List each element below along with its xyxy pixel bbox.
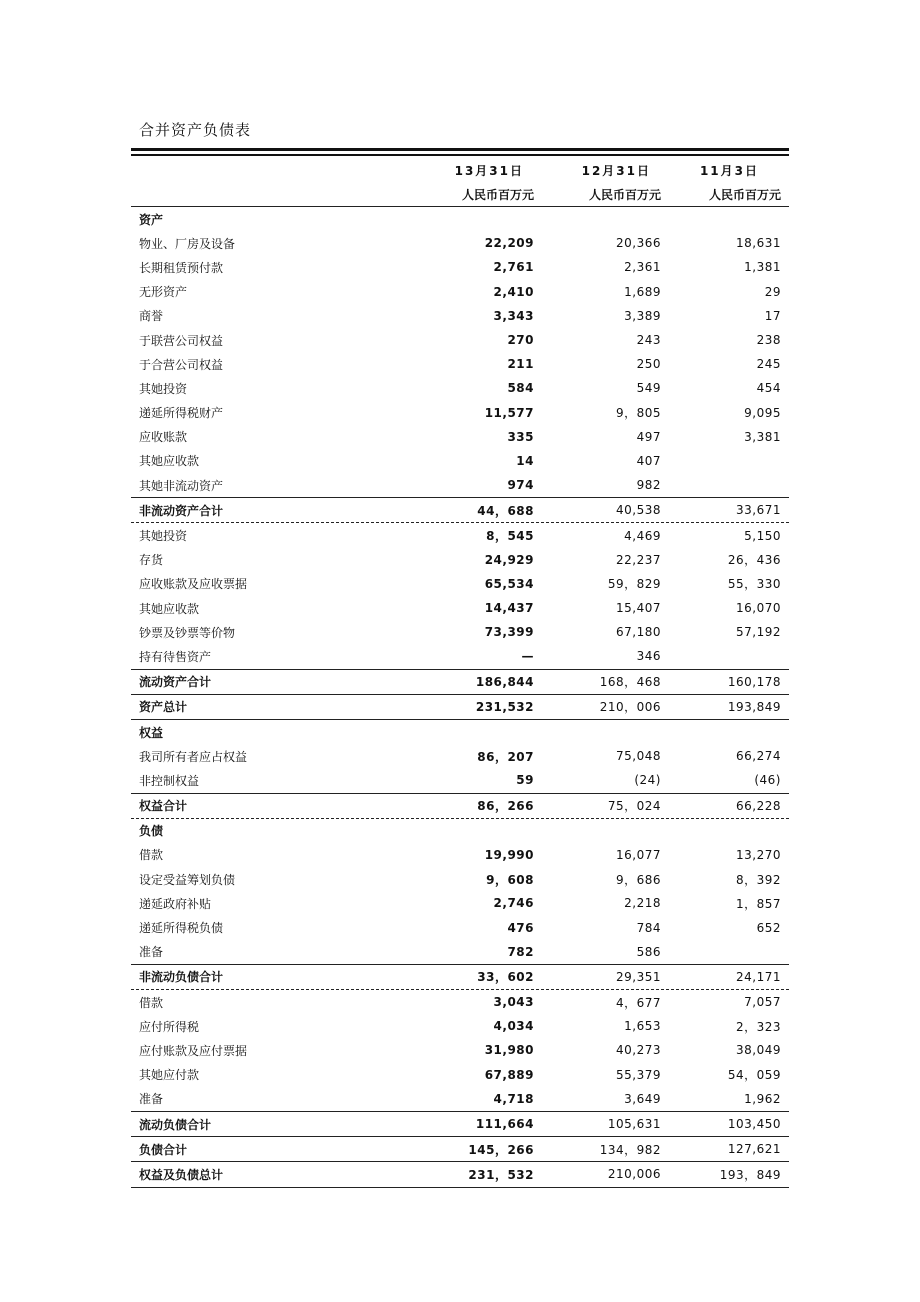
table-row [131,376,789,400]
row-label: 借款 [139,995,164,1010]
table-row [131,401,789,425]
table-row [131,596,789,620]
value-col2: 55,379 [616,1067,661,1082]
row-label: 借款 [139,848,164,863]
total-row [131,793,789,819]
value-col3: 3,381 [744,429,781,444]
value-col2: (24) [634,773,661,788]
value-col2: 134，982 [599,1142,661,1157]
table-row [131,744,789,768]
value-col3: (46) [754,773,781,788]
section-heading-row [131,720,789,744]
table-row [131,572,789,596]
row-label: 其她应付款 [139,1068,200,1083]
value-col3: 2，323 [735,1019,781,1034]
row-label: 应付所得税 [139,1019,200,1034]
row-label: 权益 [139,725,164,740]
row-label: 权益及负债总计 [139,1167,224,1182]
row-label: 应收账款及应收票据 [139,577,248,592]
row-label: 我司所有者应占权益 [139,749,248,764]
value-col2: 250 [636,357,661,372]
value-col2: 75，024 [607,799,661,814]
value-col1: 59 [516,773,534,788]
total-row [131,1162,789,1187]
value-col1: 9，608 [486,872,534,887]
page-title: 合并资产负债表 [139,121,252,139]
header-rule-bottom [131,154,789,156]
value-col2: 9，805 [615,406,661,421]
value-col2: 9，686 [615,872,661,887]
value-col3: 9,095 [744,405,781,420]
table-row [131,644,789,668]
value-col2: 75,048 [616,749,661,764]
value-col3: 5,150 [744,528,781,543]
row-label: 无形资产 [139,285,188,300]
value-col2: 210，006 [599,700,661,715]
value-col2: 346 [636,649,661,664]
value-col3: 38,049 [736,1043,781,1058]
value-col2: 549 [636,381,661,396]
value-col3: 1,962 [744,1091,781,1106]
value-col3: 33,671 [736,503,781,518]
value-col1: 3,043 [493,995,534,1010]
table-row [131,352,789,376]
value-col2: 2,218 [624,896,661,911]
header-dates-row [131,158,789,182]
value-col2: 29,351 [616,969,661,984]
value-col3: 193,849 [727,699,781,714]
row-label: 其她应收款 [139,454,200,469]
value-col1: 335 [507,429,534,444]
table-row [131,768,789,792]
row-label: 递延所得税财产 [139,406,224,421]
value-col3: 26，436 [727,553,781,568]
value-col2: 67,180 [616,625,661,640]
value-col3: 57,192 [736,625,781,640]
row-label: 其她应收款 [139,601,200,616]
section-heading-row [131,207,789,231]
table-row [131,548,789,572]
value-col3: 103,450 [727,1117,781,1132]
table-row [131,255,789,279]
table-row [131,1038,789,1062]
value-col2: 407 [636,453,661,468]
row-label: 递延政府补贴 [139,896,212,911]
table-row [131,1087,789,1111]
value-col2: 3,389 [624,308,661,323]
table-row [131,304,789,328]
header-date-col1: 13月31日 [454,163,524,178]
total-row [131,1111,789,1137]
value-col2: 40,538 [616,503,661,518]
value-col2: 1,653 [624,1019,661,1034]
value-col2: 243 [636,333,661,348]
row-label: 资产 [139,212,164,227]
header-unit-col2: 人民币百万元 [588,187,661,202]
value-col3: 652 [756,920,781,935]
value-col1: 4,718 [493,1091,534,1106]
row-label: 递延所得税负债 [139,921,224,936]
value-col2: 982 [636,478,661,493]
table-row [131,328,789,352]
row-label: 非控制权益 [139,773,200,788]
row-label: 准备 [139,1092,164,1107]
value-col2: 586 [636,944,661,959]
value-col3: 193，849 [719,1167,781,1182]
value-col1: 86，207 [477,749,534,764]
row-label: 于联营公司权益 [139,333,224,348]
row-label: 负债 [139,824,164,839]
value-col2: 40,273 [616,1043,661,1058]
table-row [131,1014,789,1038]
value-col1: 73,399 [484,625,534,640]
table-row [131,620,789,644]
value-col3: 17 [764,308,781,323]
row-label: 应收账款 [139,430,188,445]
row-label: 其她投资 [139,529,188,544]
table-row [131,280,789,304]
row-label: 流动负债合计 [139,1117,212,1132]
value-col2: 105,631 [607,1117,661,1132]
value-col3: 29 [764,284,781,299]
table-row [131,473,789,497]
value-col1: 782 [507,944,534,959]
value-col1: 67,889 [484,1067,534,1082]
value-col3: 16,070 [736,601,781,616]
value-col1: 24,929 [484,552,534,567]
value-col3: 13,270 [736,847,781,862]
header-rule-top [131,148,789,151]
table-row [131,891,789,915]
header-unit-col3: 人民币百万元 [708,187,781,202]
value-col1: 8，545 [486,529,534,544]
value-col1: 186,844 [475,674,534,689]
value-col1: 145，266 [468,1142,534,1157]
value-col2: 22,237 [616,552,661,567]
row-label: 负债合计 [139,1142,188,1157]
balance-sheet-table [131,158,789,1188]
row-label: 准备 [139,945,164,960]
row-label: 物业、厂房及设备 [139,236,236,251]
total-row [131,497,789,523]
value-col2: 15,407 [616,601,661,616]
row-label: 流动资产合计 [139,675,212,690]
value-col2: 3,649 [624,1091,661,1106]
row-label: 于合营公司权益 [139,357,224,372]
row-label: 长期租赁预付款 [139,260,224,275]
row-label: 资产总计 [139,700,188,715]
value-col1: 211 [507,357,534,372]
table-row [131,425,789,449]
value-col3: 238 [756,333,781,348]
header-units-row [131,182,789,207]
value-col1: 2,761 [493,260,534,275]
row-label: 权益合计 [139,799,188,814]
value-col1: — [521,649,534,664]
value-col3: 160,178 [727,674,781,689]
total-row [131,669,789,695]
value-col2: 784 [636,920,661,935]
value-col1: 974 [507,478,534,493]
row-label: 其她投资 [139,381,188,396]
value-col1: 44，688 [477,503,534,518]
value-col2: 210,006 [607,1167,661,1182]
value-col1: 11,577 [484,405,534,420]
value-col1: 22,209 [484,236,534,251]
value-col1: 2,410 [493,284,534,299]
table-row [131,523,789,547]
table-row [131,940,789,964]
total-row [131,1137,789,1162]
total-row [131,964,789,990]
value-col3: 18,631 [736,236,781,251]
row-label: 持有待售资产 [139,649,212,664]
table-row [131,990,789,1014]
value-col3: 66,274 [736,749,781,764]
value-col1: 476 [507,920,534,935]
value-col3: 66,228 [736,798,781,813]
row-label: 设定受益筹划负债 [139,872,236,887]
table-body [131,207,789,1188]
value-col2: 497 [636,429,661,444]
header-date-col3: 11月3日 [699,163,759,178]
value-col1: 231，532 [468,1167,534,1182]
value-col3: 55，330 [727,577,781,592]
total-row [131,695,789,720]
value-col1: 231,532 [475,699,534,714]
value-col1: 86，266 [477,799,534,814]
table-row [131,867,789,891]
value-col1: 33，602 [477,970,534,985]
value-col2: 2,361 [624,260,661,275]
value-col1: 65,534 [484,576,534,591]
row-label: 非流动资产合计 [139,503,224,518]
value-col3: 127,621 [727,1142,781,1157]
value-col1: 19,990 [484,847,534,862]
section-heading-row [131,819,789,843]
value-col1: 584 [507,381,534,396]
value-col1: 111,664 [475,1117,534,1132]
value-col2: 59，829 [607,577,661,592]
value-col1: 14 [516,453,534,468]
value-col3: 454 [756,381,781,396]
value-col1: 31,980 [484,1043,534,1058]
value-col1: 2,746 [493,896,534,911]
value-col3: 7,057 [744,995,781,1010]
value-col2: 20,366 [616,236,661,251]
value-col3: 54，059 [727,1068,781,1083]
table-row [131,843,789,867]
row-label: 存货 [139,553,164,568]
value-col1: 3,343 [493,308,534,323]
value-col1: 4,034 [493,1019,534,1034]
value-col3: 245 [756,357,781,372]
header-unit-col1: 人民币百万元 [461,187,534,202]
row-label: 钞票及钞票等价物 [139,625,236,640]
value-col2: 16,077 [616,847,661,862]
value-col3: 1，857 [735,896,781,911]
table-row [131,449,789,473]
row-label: 商誉 [139,309,164,324]
value-col2: 168，468 [599,675,661,690]
value-col3: 24,171 [736,969,781,984]
header-date-col2: 12月31日 [581,163,651,178]
row-label: 非流动负债合计 [139,970,224,985]
table-row [131,915,789,939]
table-row [131,231,789,255]
row-label: 其她非流动资产 [139,478,224,493]
value-col3: 1,381 [744,260,781,275]
value-col2: 4,469 [624,528,661,543]
value-col1: 270 [507,333,534,348]
table-row [131,1063,789,1087]
value-col1: 14,437 [484,601,534,616]
value-col3: 8，392 [735,872,781,887]
value-col2: 1,689 [624,284,661,299]
value-col2: 4，677 [615,995,661,1010]
row-label: 应付账款及应付票据 [139,1043,248,1058]
